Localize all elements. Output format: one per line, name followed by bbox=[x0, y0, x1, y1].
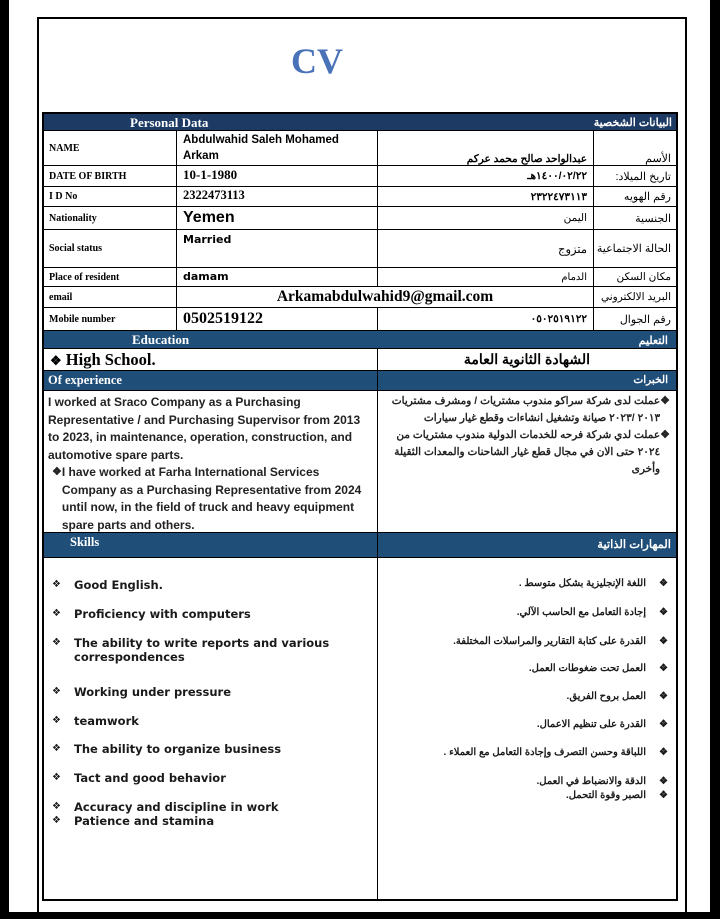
education-value-ar: الشهادة الثانوية العامة bbox=[463, 351, 590, 367]
skills-title-en: Skills bbox=[70, 535, 100, 549]
skill-item-en: ❖ teamwork bbox=[52, 714, 139, 728]
personal-row-email bbox=[44, 287, 676, 308]
label-id-ar: رقم الهويه bbox=[623, 191, 671, 203]
diamond-bullet-icon: ❖ bbox=[659, 578, 668, 589]
diamond-bullet-icon: ❖ bbox=[52, 686, 61, 697]
experience-item-en-1: I worked at Sraco Company as a Purchasing Representative / and Purchasing Supervisor from 2013 to 2023, in maintenance, operation, construction, and automotive spare parts. bbox=[48, 395, 361, 462]
cv-table bbox=[42, 112, 678, 901]
personal-row-nationality bbox=[44, 207, 676, 230]
value-name: Abdulwahid Saleh Mohamed Arkam bbox=[183, 134, 339, 162]
skills-body bbox=[44, 558, 676, 899]
diamond-bullet-icon: ❖ bbox=[659, 663, 668, 674]
personal-row-dob bbox=[44, 166, 676, 187]
diamond-bullet-icon: ❖ bbox=[52, 466, 62, 478]
personal-data-header bbox=[44, 114, 676, 131]
skill-item-en: ❖ The ability to organize business bbox=[52, 742, 282, 756]
diamond-bullet-icon: ❖ bbox=[660, 395, 670, 407]
skill-item-ar: ❖ الدقة والانضباط في العمل. bbox=[536, 776, 668, 787]
value-dob: 10-1-1980 bbox=[183, 167, 238, 182]
label-dob: DATE OF BIRTH bbox=[49, 170, 127, 182]
diamond-bullet-icon: ❖ bbox=[52, 637, 61, 648]
value-name-ar: عبدالواحد صالح محمد عركم bbox=[466, 153, 587, 165]
value-social-status-ar: متزوج bbox=[558, 243, 587, 256]
personal-row-name bbox=[44, 131, 676, 166]
skill-item-en: ❖ Proficiency with computers bbox=[52, 607, 251, 621]
label-email: email bbox=[49, 291, 73, 303]
diamond-bullet-icon: ❖ bbox=[659, 719, 668, 730]
experience-item-en-2: ❖ I have worked at Farha International Services Company as a Purchasing Representative from 2024 until now, in the field of truck and heavy equipment spare parts and others. bbox=[48, 464, 373, 532]
value-nationality-ar: اليمن bbox=[563, 212, 587, 224]
label-id: I D No bbox=[49, 191, 78, 202]
value-dob-ar: ١٤٠٠/٠٢/٢٢هـ bbox=[527, 170, 587, 182]
personal-data-title-ar: البيانات الشخصية bbox=[593, 117, 672, 129]
education-value-en: ❖ High School. bbox=[50, 350, 156, 369]
experience-body bbox=[44, 391, 676, 533]
diamond-bullet-icon: ❖ bbox=[659, 691, 668, 702]
skill-item-en: ❖ Accuracy and discipline in work bbox=[52, 800, 279, 814]
diamond-bullet-icon: ❖ bbox=[659, 776, 668, 787]
label-resident-ar: مكان السكن bbox=[616, 271, 671, 283]
personal-row-resident bbox=[44, 268, 676, 287]
diamond-bullet-icon: ❖ bbox=[659, 636, 668, 647]
personal-row-id bbox=[44, 187, 676, 207]
diamond-bullet-icon: ❖ bbox=[659, 747, 668, 758]
experience-header bbox=[44, 371, 676, 391]
personal-data-title-en: Personal Data bbox=[130, 115, 209, 130]
document-page bbox=[9, 0, 710, 912]
label-email-ar: البريد الالكتروني bbox=[600, 291, 671, 303]
skills-title-ar: المهارات الذاتية bbox=[597, 539, 671, 551]
skill-item-en: ❖ Working under pressure bbox=[52, 685, 231, 699]
experience-title-en: Of experience bbox=[48, 373, 122, 387]
label-mobile-ar: رقم الجوال bbox=[619, 313, 671, 326]
diamond-bullet-icon: ❖ bbox=[52, 579, 61, 590]
label-nationality-ar: الجنسية bbox=[635, 212, 671, 225]
value-mobile: 0502519122 bbox=[183, 310, 263, 327]
education-title-ar: التعليم bbox=[638, 335, 668, 347]
personal-row-mobile bbox=[44, 308, 676, 331]
skill-item-en: ❖ The ability to write reports and various correspondences bbox=[52, 636, 330, 664]
diamond-bullet-icon: ❖ bbox=[52, 801, 61, 812]
skill-item-en: ❖ Good English. bbox=[52, 578, 164, 592]
label-resident: Place of resident bbox=[49, 271, 120, 283]
label-name: NAME bbox=[49, 142, 80, 154]
skill-item-ar: ❖ اللغة الإنجليزية بشكل متوسط . bbox=[518, 578, 668, 589]
diamond-bullet-icon: ❖ bbox=[659, 790, 668, 801]
skill-item-ar: ❖ اللباقة وحسن التصرف وإجادة التعامل مع العملاء . bbox=[443, 747, 668, 758]
diamond-bullet-icon: ❖ bbox=[52, 772, 61, 783]
diamond-bullet-icon: ❖ bbox=[52, 715, 61, 726]
diamond-bullet-icon: ❖ bbox=[52, 815, 61, 826]
value-nationality: Yemen bbox=[183, 209, 235, 226]
cv-title: CV bbox=[291, 41, 343, 81]
experience-title-ar: الخبرات bbox=[633, 374, 668, 386]
skill-item-en: ❖ Tact and good behavior bbox=[52, 771, 226, 785]
skill-item-ar: ❖ القدرة على كتابة التقارير والمراسلات المختلفة. bbox=[453, 636, 668, 647]
education-title-en: Education bbox=[132, 332, 190, 347]
diamond-bullet-icon: ❖ bbox=[659, 607, 668, 618]
label-mobile: Mobile number bbox=[49, 313, 116, 325]
personal-row-social-status bbox=[44, 230, 676, 268]
value-email[interactable]: Arkamabdulwahid9@gmail.com bbox=[276, 288, 494, 305]
experience-item-ar-2: ❖ عملت لدي شركة فرحه للخدمات الدولية مندوب مشتريات من ٢٠٢٤ حتى الان في مجال قطع غيار الشاحنات والمعدات الثقيلة وأخرى bbox=[384, 427, 670, 478]
value-resident-ar: الدمام bbox=[561, 271, 587, 283]
skill-item-ar: ❖ القدرة على تنظيم الاعمال. bbox=[536, 719, 668, 730]
skill-item-ar: ❖ العمل تحت ضغوطات العمل. bbox=[528, 663, 668, 674]
value-id: 2322473113 bbox=[183, 188, 245, 202]
skill-item-en: ❖ Patience and stamina bbox=[52, 814, 215, 828]
diamond-bullet-icon: ❖ bbox=[50, 353, 62, 368]
label-nationality: Nationality bbox=[49, 212, 97, 224]
education-header bbox=[44, 331, 676, 349]
skill-item-ar: ❖ إجادة التعامل مع الحاسب الآلي. bbox=[516, 607, 668, 618]
diamond-bullet-icon: ❖ bbox=[52, 743, 61, 754]
value-id-ar: ٢٣٢٢٤٧٣١١٣ bbox=[530, 190, 587, 203]
label-name-ar: الأسم bbox=[645, 153, 671, 165]
label-social-status: Social status bbox=[49, 243, 103, 254]
experience-item-ar-1: ❖ عملت لدى شركة سراكو مندوب مشتريات / ومشرف مشتريات ٢٠١٣ /٢٠٢٣ صيانة وتشغيل انشاءات وقطع غيار سيارات bbox=[384, 393, 670, 427]
skills-header bbox=[44, 533, 676, 558]
label-dob-ar: تاريخ الميلاد: bbox=[615, 170, 671, 183]
value-mobile-ar: ٠٥٠٢٥١٩١٢٢ bbox=[530, 313, 587, 325]
diamond-bullet-icon: ❖ bbox=[660, 429, 670, 441]
value-social-status: Married bbox=[183, 233, 232, 246]
diamond-bullet-icon: ❖ bbox=[52, 608, 61, 619]
skill-item-ar: ❖ العمل بروح الفريق. bbox=[566, 691, 668, 702]
skill-item-ar: ❖ الصبر وقوة التحمل. bbox=[565, 790, 668, 801]
value-resident: damam bbox=[183, 270, 229, 283]
education-row bbox=[44, 349, 676, 371]
label-social-status-ar: الحالة الاجتماعية bbox=[596, 242, 671, 255]
